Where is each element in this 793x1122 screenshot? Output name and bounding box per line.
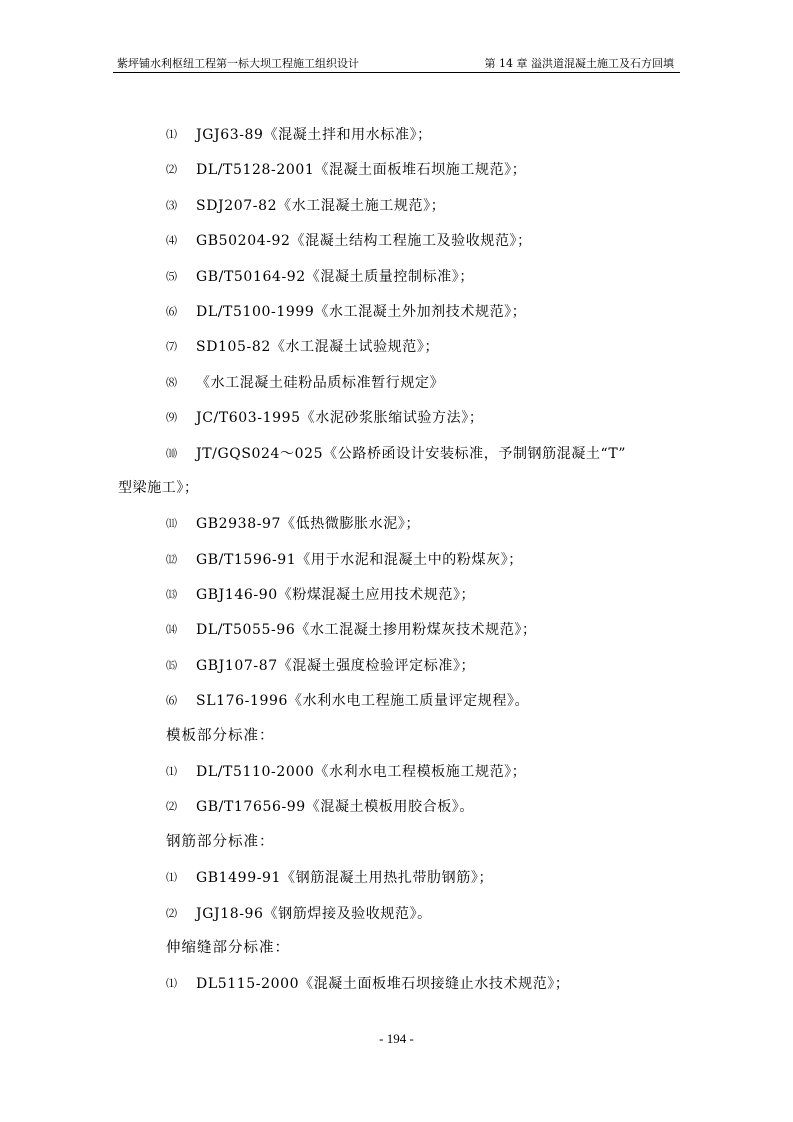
item-number: ⒂ xyxy=(166,658,178,672)
list-item xyxy=(166,511,626,546)
standards-list xyxy=(118,122,627,1007)
item-number: ⑶ xyxy=(166,198,178,212)
list-item xyxy=(166,334,626,369)
header-chapter-title: 第 14 章 溢洪道混凝土施工及石方回填 xyxy=(484,57,674,70)
item-number: ⑼ xyxy=(166,411,178,425)
item-text: JGJ18-96《钢筋焊接及验收规范》。 xyxy=(196,905,432,922)
item-number: ⑴ xyxy=(166,871,178,885)
section-heading-formwork: 模板部分标准： xyxy=(166,727,275,744)
item-text-continuation: 型梁施工》； xyxy=(118,479,199,496)
item-text: JC/T603-1995《水泥砂浆胀缩试验方法》； xyxy=(196,410,484,427)
item-number: ⑸ xyxy=(166,269,178,283)
list-item xyxy=(166,617,626,652)
section-heading-rebar: 钢筋部分标准： xyxy=(166,833,275,850)
item-text: GB2938-97《低热微膨胀水泥》； xyxy=(196,516,421,533)
list-item xyxy=(166,405,626,440)
list-item xyxy=(166,122,626,157)
item-number: ⒀ xyxy=(166,588,178,602)
list-item xyxy=(166,370,626,405)
list-item xyxy=(166,794,626,829)
list-item xyxy=(166,547,626,582)
item-number: ⑵ xyxy=(166,800,178,814)
item-text: DL/T5110-2000《水利水电工程模板施工规范》； xyxy=(196,764,527,781)
item-text: GB/T1596-91《用于水泥和混凝土中的粉煤灰》； xyxy=(196,551,523,568)
list-item xyxy=(166,971,626,1006)
item-number: ⑹ xyxy=(166,304,178,318)
list-item xyxy=(166,193,626,228)
item-text: SD105-82《水工混凝土试验规范》； xyxy=(196,339,440,356)
item-number: ⑴ xyxy=(166,765,178,779)
header-document-title: 紫坪铺水利枢纽工程第一标大坝工程施工组织设计 xyxy=(117,57,359,70)
item-number: ⑺ xyxy=(166,340,178,354)
list-item xyxy=(166,865,626,900)
item-text: GB50204-92《混凝土结构工程施工及验收规范》； xyxy=(196,233,532,250)
item-text: DL5115-2000《混凝土面板堆石坝接缝止水技术规范》； xyxy=(196,976,570,993)
list-item xyxy=(166,264,626,299)
list-item xyxy=(166,299,626,334)
item-text: SDJ207-82《水工混凝土施工规范》； xyxy=(196,197,446,214)
item-text: SL176-1996《水利水电工程施工质量评定规程》。 xyxy=(196,693,530,710)
item-number: ⒁ xyxy=(166,623,178,637)
item-text: JGJ63-89《混凝土拌和用水标准》； xyxy=(196,127,432,143)
list-item xyxy=(166,688,626,723)
item-text: DL/T5055-96《水工混凝土掺用粉煤灰技术规范》； xyxy=(196,622,537,639)
item-number: ⑻ xyxy=(166,375,178,389)
item-text: GB1499-91《钢筋混凝土用热扎带肋钢筋》； xyxy=(196,870,494,887)
list-item xyxy=(166,653,626,688)
item-text: DL/T5100-1999《水工混凝土外加剂技术规范》； xyxy=(196,303,527,320)
list-item xyxy=(166,582,626,617)
item-number: ⑽ xyxy=(166,446,178,460)
item-number: ⑵ xyxy=(166,906,178,920)
item-number: ⑹ xyxy=(166,694,178,708)
item-number: ⑾ xyxy=(166,517,178,531)
item-text: GB/T17656-99《混凝土模板用胶合板》。 xyxy=(196,799,475,816)
item-number: ⑴ xyxy=(166,128,178,141)
list-item xyxy=(166,901,626,936)
list-item xyxy=(166,441,626,476)
header-divider xyxy=(113,72,680,73)
list-item-continuation xyxy=(118,476,626,511)
page-number: - 194 - xyxy=(379,1031,414,1046)
item-text: GBJ146-90《粉煤混凝土应用技术规范》； xyxy=(196,587,476,604)
item-number: ⑿ xyxy=(166,552,178,566)
section-heading-joint: 伸缩缝部分标准： xyxy=(166,939,290,956)
item-number: ⑵ xyxy=(166,163,178,177)
item-text: DL/T5128-2001《混凝土面板堆石坝施工规范》； xyxy=(196,162,527,179)
list-item xyxy=(166,759,626,794)
list-item xyxy=(166,228,626,263)
page-header xyxy=(113,52,680,70)
item-number: ⑴ xyxy=(166,977,178,991)
list-item xyxy=(166,157,626,192)
item-text: GBJ107-87《混凝土强度检验评定标准》； xyxy=(196,657,476,674)
item-text: GB/T50164-92《混凝土质量控制标准》； xyxy=(196,268,475,285)
item-text: 《水工混凝土硅粉品质标准暂行规定》 xyxy=(196,374,445,391)
item-text: JT/GQS024～025《公路桥函设计安装标准，予制钢筋混凝土“T” xyxy=(196,445,627,462)
item-number: ⑷ xyxy=(166,234,178,248)
